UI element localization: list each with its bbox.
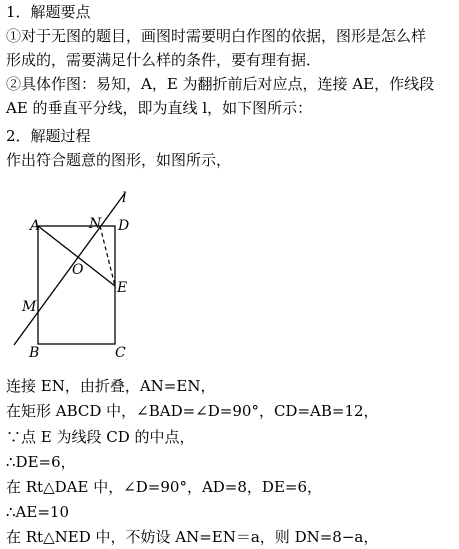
label-l: l [122, 190, 127, 206]
solution-line5: 在 Rt△DAE 中，∠D=90°，AD=8，DE=6， [6, 478, 323, 496]
label-a: A [30, 218, 41, 234]
section2-heading: 2．解题过程 [6, 127, 91, 145]
label-b: B [29, 345, 40, 361]
line-l [14, 193, 128, 345]
solution-line6: ∴AE=10 [6, 503, 69, 521]
label-e: E [117, 280, 128, 296]
rectangle-fold-diagram [0, 185, 160, 370]
solution-line7: 在 Rt△NED 中，不妨设 AN=EN＝a，则 DN=8−a， [6, 528, 379, 546]
section2-intro: 作出符合题意的图形，如图所示， [6, 151, 232, 169]
solution-line1: 连接 EN，由折叠，AN=EN， [6, 377, 216, 395]
label-o: O [72, 262, 84, 278]
point2-line1: ②具体作图：易知，A，E 为翻折前后对应点，连接 AE，作线段 [6, 75, 435, 93]
section1-heading: 1．解题要点 [6, 3, 91, 21]
label-d: D [118, 218, 130, 234]
geometry-figure [0, 185, 160, 370]
label-n: N [89, 216, 102, 232]
label-m: M [22, 299, 37, 315]
point2-line2: AE 的垂直平分线，即为直线 l，如下图所示： [6, 99, 313, 117]
point1-line1: ①对于无图的题目，画图时需要明白作图的依据，图形是怎么样 [6, 27, 427, 45]
rectangle-abcd [38, 226, 115, 344]
segment-en-dashed [100, 226, 115, 286]
solution-line3: ∵点 E 为线段 CD 的中点， [6, 428, 195, 446]
point1-line2: 形成的，需要满足什么样的条件，要有理有据． [6, 51, 322, 69]
label-c: C [115, 345, 126, 361]
solution-line4: ∴DE=6， [6, 453, 76, 471]
solution-line2: 在矩形 ABCD 中，∠BAD=∠D=90°，CD=AB=12， [6, 402, 379, 420]
